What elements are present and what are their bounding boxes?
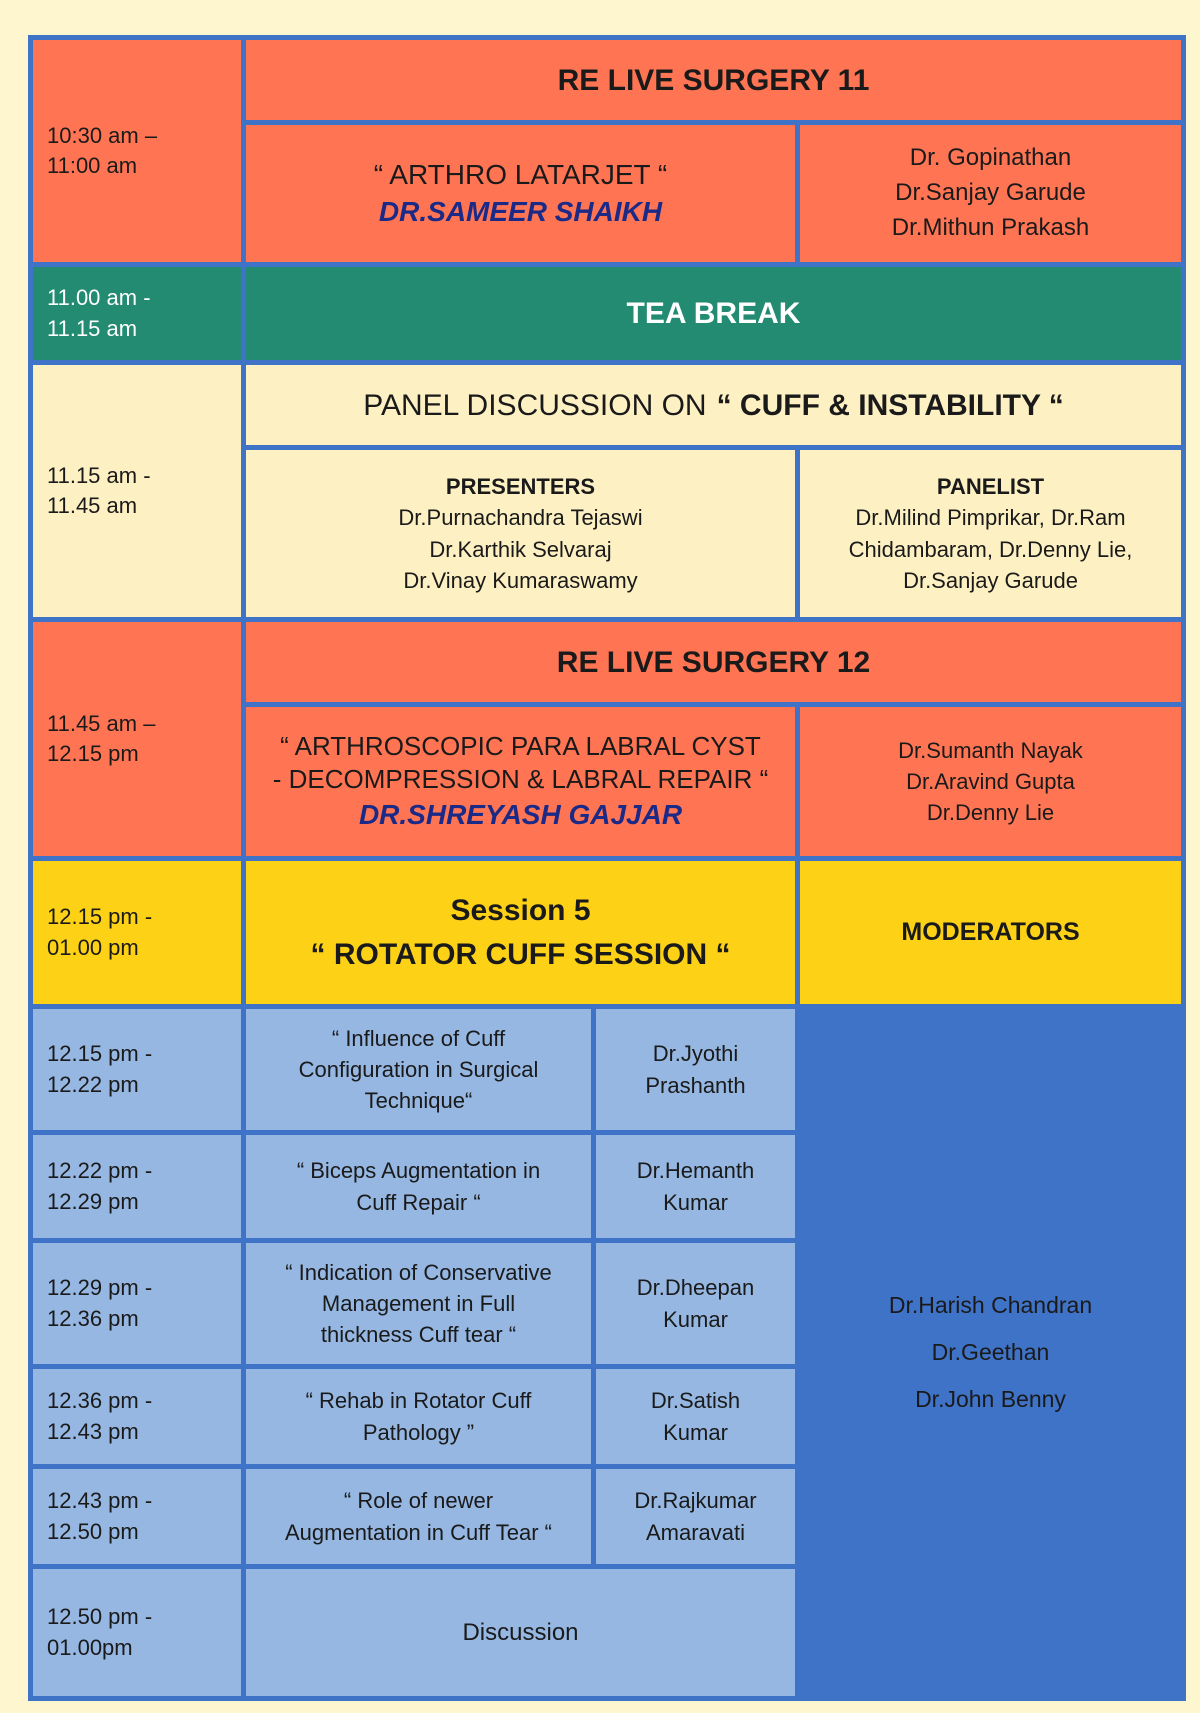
presenter: Dr.Vinay Kumaraswamy: [403, 567, 638, 593]
topic-line: “ Rehab in Rotator Cuff: [305, 1388, 532, 1414]
surgery-12-talk: [246, 707, 795, 856]
presenters-cell: [246, 450, 795, 617]
time-start: 12.36 pm -: [47, 1388, 153, 1414]
talk-5-topic: [246, 1469, 591, 1564]
time-start: 10:30 am –: [47, 122, 158, 148]
presenter: Dr.Karthik Selvaraj: [429, 536, 612, 562]
talk-5-speaker: [596, 1469, 795, 1564]
surgery-12-title: [246, 622, 1181, 702]
moderator: Dr.John Benny: [915, 1386, 1066, 1413]
talk-2-topic: [246, 1135, 591, 1238]
tea-break-text: TEA BREAK: [626, 297, 801, 330]
time-talk-1: [33, 1009, 241, 1130]
time-surgery-11: [33, 40, 241, 262]
topic-line: “ Role of newer: [343, 1488, 494, 1514]
time-end: 12.36 pm: [47, 1305, 139, 1331]
panelist: Dr.Sanjay Garude: [903, 567, 1078, 593]
topic-line: Management in Full: [321, 1290, 516, 1316]
time-end: 01.00pm: [47, 1634, 133, 1660]
time-end: 12.50 pm: [47, 1518, 139, 1544]
discussion-label: Discussion: [462, 1618, 579, 1646]
time-start: 11.45 am –: [47, 710, 156, 736]
time-start: 12.15 pm -: [47, 904, 153, 930]
surgeon-name: DR.SHREYASH GAJJAR: [358, 799, 683, 831]
topic-line: “ Biceps Augmentation in: [296, 1158, 541, 1184]
panel-member: Dr.Denny Lie: [926, 800, 1055, 826]
surgery-12-title-text: RE LIVE SURGERY 12: [556, 645, 871, 679]
time-talk-3: [33, 1243, 241, 1364]
talk-title-line: - DECOMPRESSION & LABRAL REPAIR “: [272, 764, 769, 795]
moderator: Dr.Harish Chandran: [888, 1291, 1093, 1318]
panel-member: Dr.Sumanth Nayak: [898, 737, 1083, 763]
moderators-heading-text: MODERATORS: [901, 918, 1080, 947]
topic-line: Technique“: [364, 1088, 473, 1114]
speaker-line: Dr.Dheepan: [636, 1275, 755, 1301]
time-end: 11.45 am: [47, 493, 138, 518]
speaker-line: Kumar: [663, 1419, 728, 1445]
panel-discussion-title: [246, 365, 1181, 445]
speaker-line: Dr.Satish: [650, 1388, 741, 1414]
talk-title-line: “ ARTHROSCOPIC PARA LABRAL CYST: [280, 730, 761, 761]
moderator: Dr.Geethan: [931, 1338, 1050, 1365]
presenters-heading: PRESENTERS: [445, 474, 596, 500]
talk-4-topic: [246, 1369, 591, 1464]
time-start: 12.15 pm -: [47, 1041, 153, 1067]
topic-line: Pathology ”: [362, 1419, 475, 1445]
panelist-cell: [800, 450, 1181, 617]
panel-member: Dr. Gopinathan: [909, 144, 1072, 172]
surgeon-name: DR.SAMEER SHAIKH: [378, 195, 663, 227]
speaker-line: Dr.Jyothi: [652, 1041, 739, 1067]
talk-1-speaker: [596, 1009, 795, 1130]
moderators-heading: [800, 861, 1181, 1004]
time-start: 12.29 pm -: [47, 1275, 153, 1301]
time-talk-5: [33, 1469, 241, 1564]
speaker-line: Dr.Rajkumar: [634, 1488, 757, 1514]
time-panel-discussion: [33, 365, 241, 617]
time-end: 11:00 am: [47, 153, 138, 178]
session-title: Session 5: [450, 894, 591, 927]
topic-line: Cuff Repair “: [356, 1189, 481, 1215]
talk-4-speaker: [596, 1369, 795, 1464]
session-5-title: [246, 861, 795, 1004]
time-end: 12.15 pm: [47, 741, 139, 766]
surgery-11-panel: [800, 125, 1181, 262]
time-session-5: [33, 861, 241, 1004]
topic-line: thickness Cuff tear “: [320, 1322, 517, 1348]
talk-3-topic: [246, 1243, 591, 1364]
discussion-cell: [246, 1569, 795, 1696]
time-start: 12.50 pm -: [47, 1604, 153, 1630]
panel-member: Dr.Sanjay Garude: [895, 179, 1086, 207]
time-talk-4: [33, 1369, 241, 1464]
title-topic: “ CUFF & INSTABILITY “: [716, 388, 1064, 422]
topic-line: Augmentation in Cuff Tear “: [284, 1519, 552, 1545]
talk-1-topic: [246, 1009, 591, 1130]
time-start: 12.22 pm -: [47, 1158, 153, 1184]
talk-2-speaker: [596, 1135, 795, 1238]
surgery-11-title: [246, 40, 1181, 120]
time-end: 12.29 pm: [47, 1188, 139, 1214]
panelist: Chidambaram, Dr.Denny Lie,: [848, 536, 1133, 562]
time-surgery-12: [33, 622, 241, 856]
topic-line: “ Indication of Conservative: [285, 1259, 552, 1285]
topic-line: Configuration in Surgical: [298, 1056, 539, 1082]
speaker-line: Amaravati: [645, 1519, 746, 1545]
speaker-line: Dr.Hemanth: [636, 1158, 755, 1184]
surgery-12-panel: [800, 707, 1181, 856]
presenter: Dr.Purnachandra Tejaswi: [398, 505, 643, 531]
panelist-heading: PANELIST: [936, 474, 1045, 500]
tea-break-title: [246, 267, 1181, 360]
panelist: Dr.Milind Pimprikar, Dr.Ram: [855, 505, 1126, 531]
time-start: 11.00 am -: [47, 285, 151, 311]
panel-member: Dr.Mithun Prakash: [891, 213, 1090, 241]
schedule-table: [28, 35, 1186, 1701]
time-end: 12.22 pm: [47, 1071, 139, 1097]
topic-line: “ Influence of Cuff: [331, 1025, 506, 1051]
time-start: 12.43 pm -: [47, 1488, 153, 1514]
session-subtitle: “ ROTATOR CUFF SESSION “: [310, 937, 731, 971]
time-talk-2: [33, 1135, 241, 1238]
talk-title: “ ARTHRO LATARJET “: [373, 159, 668, 191]
panel-member: Dr.Aravind Gupta: [906, 768, 1075, 794]
title-prefix: PANEL DISCUSSION ON: [363, 388, 707, 422]
time-tea-break: [33, 267, 241, 360]
time-start: 11.15 am -: [47, 462, 151, 488]
speaker-line: Kumar: [663, 1306, 728, 1332]
surgery-11-title-text: RE LIVE SURGERY 11: [557, 63, 870, 97]
talk-3-speaker: [596, 1243, 795, 1364]
speaker-line: Kumar: [663, 1189, 728, 1215]
time-end: 11.15 am: [47, 315, 138, 341]
surgery-11-talk: [246, 125, 795, 262]
time-end: 01.00 pm: [47, 934, 139, 960]
time-end: 12.43 pm: [47, 1418, 139, 1444]
time-discussion: [33, 1569, 241, 1696]
moderators-cell: [800, 1009, 1181, 1696]
speaker-line: Prashanth: [645, 1072, 746, 1098]
